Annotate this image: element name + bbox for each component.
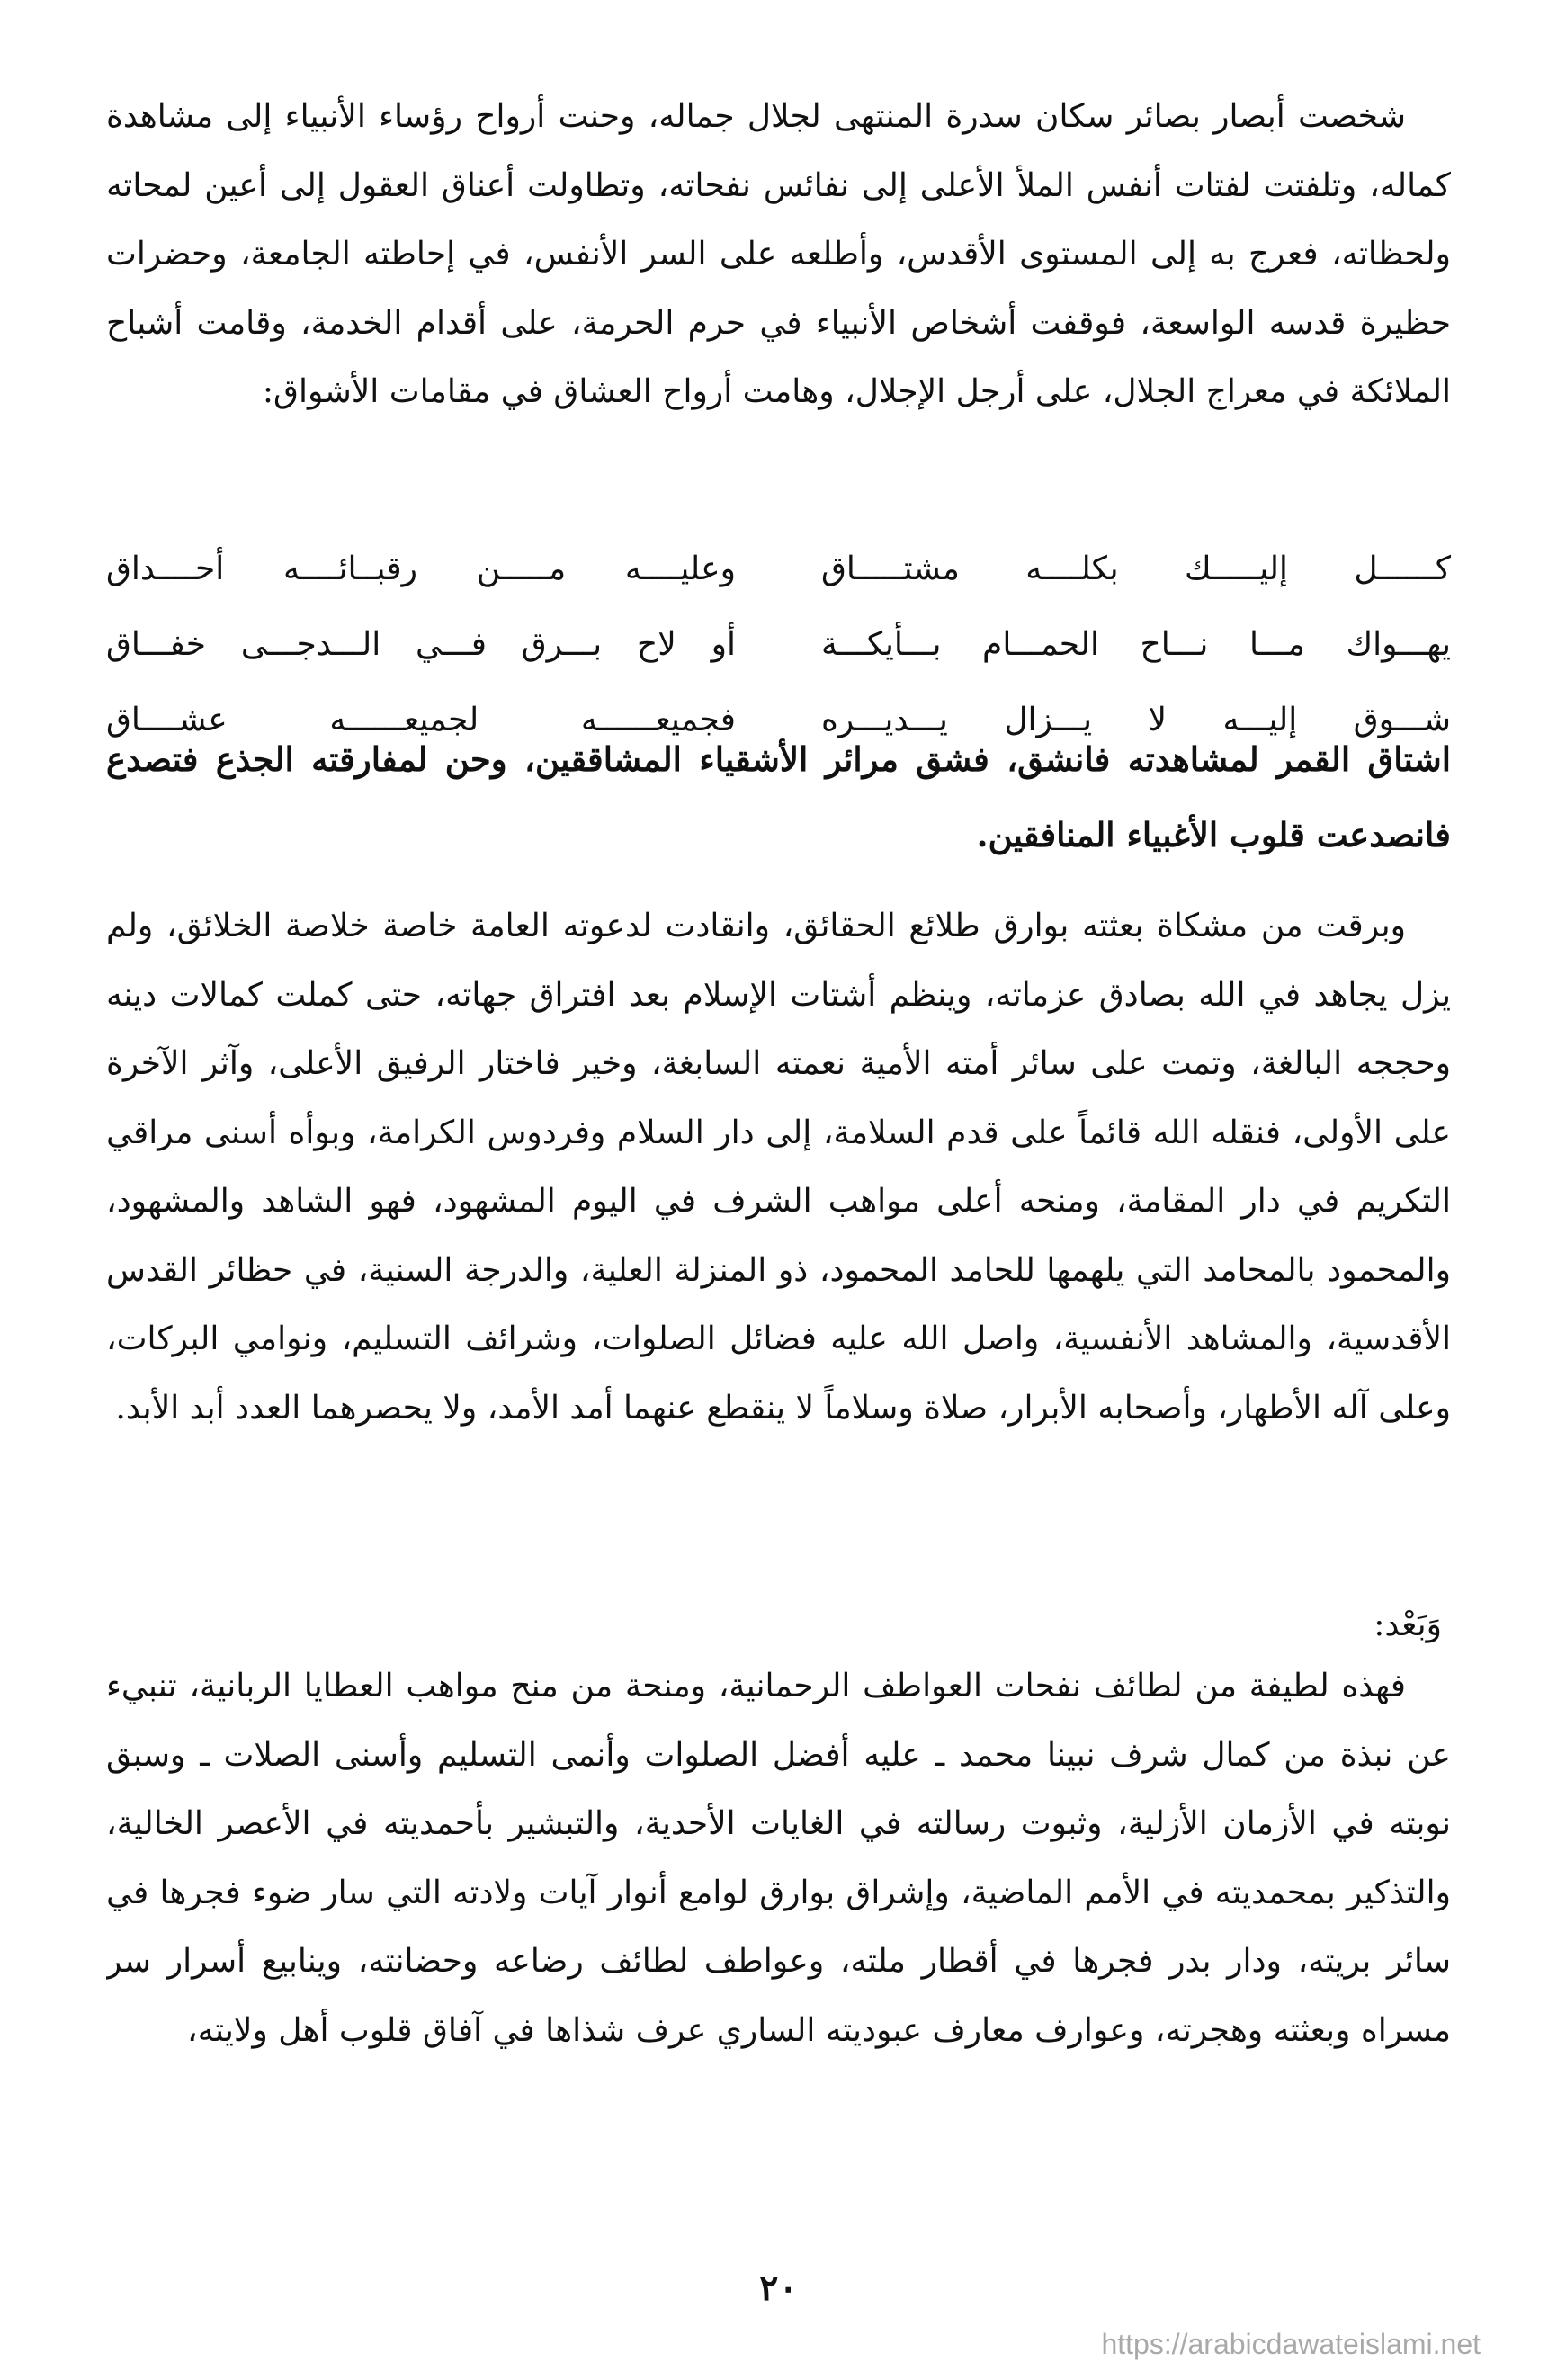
poem-verse <box>106 606 1451 682</box>
wa-baad-heading: وَبَعْد: <box>1374 1606 1442 1643</box>
paragraph-ascension: شخصت أبصار بصائر سكان سدرة المنتهى لجلال جماله، وحنت أرواح رؤساء الأنبياء إلى مشاهدة كماله، وتلفتت لفتات أنفس الملأ الأعلى إلى نفائس نفحاته، وتطاولت أعناق العقول إلى أعين لمحاته ولحظاته، فعرج به إلى المستوى الأقدس، وأطلعه على السر الأنفس، في إحاطته الجامعة، وحضرات حظيرة قدسه الواسعة، فوقفت أشخاص الأنبياء في حرم الحرمة، على أقدام الخدمة، وقامت أشباح الملائكة في معراج الجلال، على أرجل الإجلال، وهامت أرواح العشاق في مقامات الأشواق: <box>106 98 1451 410</box>
paragraph-mission: وبرقت من مشكاة بعثته بوارق طلائع الحقائق، وانقادت لدعوته العامة خاصة خلاصة الخلائق، ولم يزل يجاهد في الله بصادق عزماته، وينظم أشتات الإسلام بعد افتراق جهاته، حتى كملت كمالات دينه وحججه البالغة، وتمت على سائر أمته الأمية نعمته السابغة، وخير فاختار الرفيق الأعلى، وآثر الآخرة على الأولى، فنقله الله قائماً على قدم السلامة، إلى دار السلام وفردوس الكرامة، وبوأه أسنى مراقي التكريم في دار المقامة، ومنحه أعلى مواهب الشرف في اليوم المشهود، فهو الشاهد والمشهود، والمحمود بالمحامد التي يلهمها للحامد المحمود، ذو المنزلة العلية، والدرجة السنية، في حظائر القدس الأقدسية، والمشاهد الأنفسية، واصل الله عليه فضائل الصلوات، وشرائف التسليم، ونوامي البركات، وعلى آله الأطهار، وأصحابه الأبرار، صلاة وسلاماً لا ينقطع عنهما أمد الأمد، ولا يحصرهما العدد أبد الأبد. <box>106 908 1451 1427</box>
verse-second-hemistich: فجميعــــــه لجميعــــــه عشــــاق <box>106 701 736 738</box>
poem <box>106 531 1451 757</box>
poem-verse <box>106 531 1451 606</box>
verse-first-hemistich: كــــــل إليـــــك بكلــــه مشتـــــاق <box>821 550 1451 587</box>
verse-second-hemistich: وعليــــه مـــــن رقبــائــــه أحــــداق <box>106 550 736 587</box>
page-number: ٢٠ <box>759 2267 798 2309</box>
paragraph-moon-split: اشتاق القمر لمشاهدته فانشق، فشق مرائر الأشقياء المشاققين، وحن لمفارقته الجذع فتصدع فانصدعت قلوب الأغبياء المنافقين. <box>106 739 1451 854</box>
verse-second-hemistich: أو لاح بـــرق فـــي الـــدجـــى خفـــاق <box>106 625 736 663</box>
source-watermark: https://arabicdawateislami.net <box>1101 2328 1481 2360</box>
poem-verse <box>106 682 1451 757</box>
verse-first-hemistich: يهـــواك مـــا نـــاح الحمـــام بـــأيكـــة <box>821 625 1451 663</box>
verse-first-hemistich: شـــوق إليـــه لا يـــزال يـــديـــره <box>821 701 1451 738</box>
page-text <box>106 83 1451 2273</box>
paragraph-introduction: فهذه لطيفة من لطائف نفحات العواطف الرحمانية، ومنحة من منح مواهب العطايا الربانية، تنبيء عن نبذة من كمال شرف نبينا محمد ـ عليه أفضل الصلوات وأنمى التسليم وأسنى الصلات ـ وسبق نوبته في الأزمان الأزلية، وثبوت رسالته في الغايات الأحدية، والتبشير بأحمديته في الأعصر الخالية، والتذكير بمحمديته في الأمم الماضية، وإشراق بوارق لوامع أنوار آيات ولادته التي سار ضوء فجرها في سائر بريته، ودار بدر فجرها في أقطار ملته، وعواطف لطائف رضاعه وحضانته، وينابيع أسرار سر مسراه وبعثته وهجرته، وعوارف معارف عبوديته الساري عرف شذاها في آفاق قلوب أهل ولايته، <box>106 1668 1451 2049</box>
